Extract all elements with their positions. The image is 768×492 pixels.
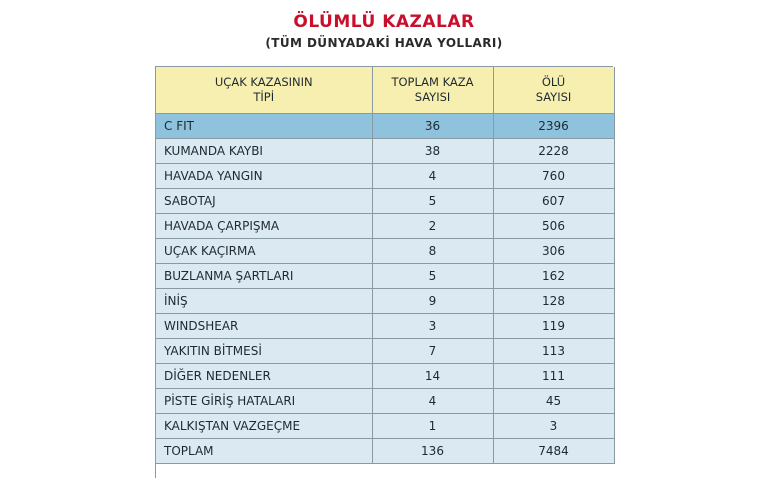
cell-death-count: 607 — [493, 189, 614, 214]
cell-death-count: 162 — [493, 264, 614, 289]
table-row — [156, 264, 614, 289]
header-accident-type: UÇAK KAZASININ TİPİ — [156, 67, 372, 114]
cell-death-count: 306 — [493, 239, 614, 264]
cell-accident-count: 14 — [372, 364, 493, 389]
table-body — [156, 114, 614, 464]
table-row — [156, 289, 614, 314]
cell-death-count: 113 — [493, 339, 614, 364]
table-row — [156, 414, 614, 439]
cell-accident-count: 9 — [372, 289, 493, 314]
cell-accident-count: 5 — [372, 189, 493, 214]
cell-accident-type: HAVADA YANGIN — [156, 164, 372, 189]
cell-total-label: TOPLAM — [156, 439, 372, 464]
cell-accident-type: SABOTAJ — [156, 189, 372, 214]
cell-accident-count: 2 — [372, 214, 493, 239]
table-row — [156, 239, 614, 264]
header-death-count: ÖLÜ SAYISI — [493, 67, 614, 114]
cell-accident-type: WINDSHEAR — [156, 314, 372, 339]
page-title: ÖLÜMLÜ KAZALAR — [293, 12, 475, 32]
table-row — [156, 314, 614, 339]
cell-accident-count: 8 — [372, 239, 493, 264]
cell-accident-type: KUMANDA KAYBI — [156, 139, 372, 164]
cell-accident-type: BUZLANMA ŞARTLARI — [156, 264, 372, 289]
cell-accident-type: DİĞER NEDENLER — [156, 364, 372, 389]
cell-accident-type: UÇAK KAÇIRMA — [156, 239, 372, 264]
cell-accident-type: C FIT — [156, 114, 372, 139]
table-total-row — [156, 439, 614, 464]
page-subtitle: (TÜM DÜNYADAKİ HAVA YOLLARI) — [265, 36, 503, 50]
cell-accident-count: 1 — [372, 414, 493, 439]
cell-death-count: 506 — [493, 214, 614, 239]
cell-death-count: 2228 — [493, 139, 614, 164]
cell-death-count: 2396 — [493, 114, 614, 139]
cell-death-count: 760 — [493, 164, 614, 189]
cell-accident-count: 7 — [372, 339, 493, 364]
table-row — [156, 339, 614, 364]
cell-accident-type: HAVADA ÇARPIŞMA — [156, 214, 372, 239]
table-row — [156, 114, 614, 139]
table-row — [156, 364, 614, 389]
table-row — [156, 139, 614, 164]
cell-accident-type: YAKITIN BİTMESİ — [156, 339, 372, 364]
cell-total-accidents: 136 — [372, 439, 493, 464]
accident-table-container — [155, 66, 613, 478]
cell-accident-count: 36 — [372, 114, 493, 139]
cell-death-count: 119 — [493, 314, 614, 339]
cell-accident-count: 3 — [372, 314, 493, 339]
cell-accident-count: 38 — [372, 139, 493, 164]
table-row — [156, 214, 614, 239]
table-header-row — [156, 67, 614, 114]
cell-accident-count: 5 — [372, 264, 493, 289]
cell-accident-type: İNİŞ — [156, 289, 372, 314]
table-row — [156, 164, 614, 189]
cell-death-count: 45 — [493, 389, 614, 414]
cell-accident-count: 4 — [372, 389, 493, 414]
table-row — [156, 389, 614, 414]
table-row — [156, 189, 614, 214]
accident-table — [156, 67, 615, 464]
header-total-accidents: TOPLAM KAZA SAYISI — [372, 67, 493, 114]
cell-accident-count: 4 — [372, 164, 493, 189]
cell-death-count: 128 — [493, 289, 614, 314]
cell-death-count: 3 — [493, 414, 614, 439]
cell-total-deaths: 7484 — [493, 439, 614, 464]
cell-accident-type: PİSTE GİRİŞ HATALARI — [156, 389, 372, 414]
cell-death-count: 111 — [493, 364, 614, 389]
cell-accident-type: KALKIŞTAN VAZGEÇME — [156, 414, 372, 439]
